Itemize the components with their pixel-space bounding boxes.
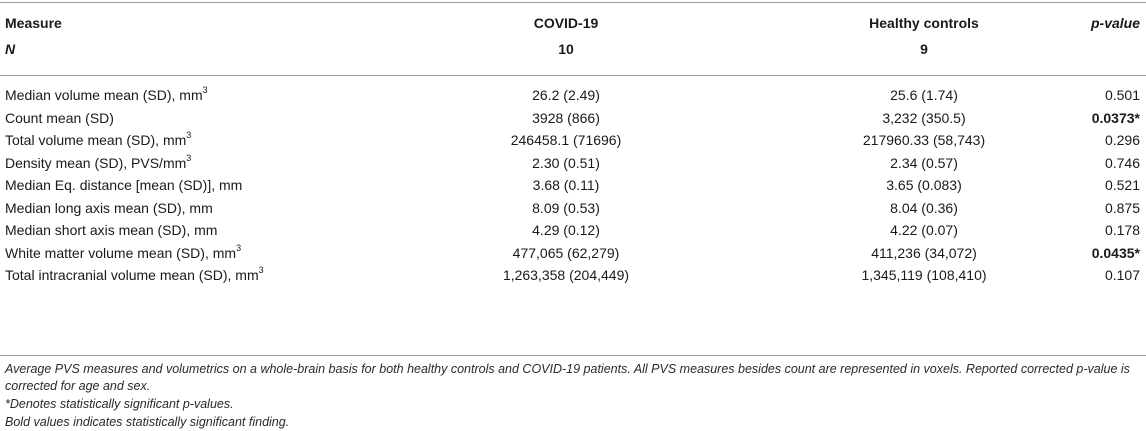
row-measure-unit-exponent: 3 [186,130,192,141]
header-controls: Healthy controls [869,15,979,31]
row-measure [5,266,264,284]
row-covid-value: 26.2 (2.49) [532,87,600,103]
row-measure-unit-exponent: 3 [186,153,192,164]
row-measure-text: Median short axis mean (SD), mm [5,222,218,238]
row-pvalue: 0.178 [1104,222,1140,238]
footnote-bold: Bold values indicates statistically significant finding. [5,415,290,429]
row-measure [5,131,191,149]
row-measure [5,154,191,172]
row-measure-text: Median volume mean (SD), mm [5,87,203,103]
row-measure-text: Total volume mean (SD), mm [5,132,187,148]
row-measure-text: Total intracranial volume mean (SD), mm [5,267,259,283]
row-measure-unit-exponent: 3 [202,85,208,96]
header-covid: COVID-19 [533,15,599,31]
row-covid-value: 246458.1 (71696) [510,132,622,148]
row-measure [5,176,242,194]
row-covid-value: 3928 (866) [532,110,600,126]
row-pvalue: 0.501 [1104,87,1140,103]
row-measure-text: Density mean (SD), PVS/mm [5,155,187,171]
row-measure-text: Median long axis mean (SD), mm [5,200,213,216]
row-covid-value: 4.29 (0.12) [532,222,600,238]
row-covid-value: 477,065 (62,279) [512,245,620,261]
table-top-rule [0,2,1146,3]
header-measure: Measure [5,15,62,31]
header-n-covid: 10 [558,41,574,57]
header-rule [0,75,1146,76]
row-covid-value: 2.30 (0.51) [532,155,600,171]
row-covid-value: 3.68 (0.11) [532,177,600,193]
row-pvalue: 0.746 [1104,155,1140,171]
row-measure-text: White matter volume mean (SD), mm [5,245,237,261]
row-controls-value: 3.65 (0.083) [886,177,962,193]
row-measure-text: Count mean (SD) [5,110,114,126]
row-pvalue: 0.0373* [1091,110,1140,126]
row-measure-unit-exponent: 3 [236,243,242,254]
header-n-label: N [5,41,16,57]
row-measure-unit-exponent: 3 [258,265,264,276]
row-measure-text: Median Eq. distance [mean (SD)], mm [5,177,243,193]
row-pvalue: 0.107 [1104,267,1140,283]
row-measure [5,199,213,217]
row-pvalue: 0.296 [1104,132,1140,148]
row-controls-value: 411,236 (34,072) [871,245,977,261]
row-controls-value: 8.04 (0.36) [890,200,958,216]
row-controls-value: 25.6 (1.74) [890,87,958,103]
row-pvalue: 0.0435* [1091,245,1140,261]
row-measure [5,109,114,127]
row-pvalue: 0.521 [1104,177,1140,193]
header-pvalue: p-value [1090,15,1140,31]
footnote-significance: *Denotes statistically significant p-values. [5,397,234,411]
row-controls-value: 4.22 (0.07) [890,222,958,238]
row-measure [5,221,217,239]
header-n-controls: 9 [920,41,928,57]
table-bottom-rule [0,355,1146,356]
row-covid-value: 1,263,358 (204,449) [502,267,630,283]
row-covid-value: 8.09 (0.53) [532,200,600,216]
row-controls-value: 2.34 (0.57) [890,155,958,171]
row-measure [5,244,241,262]
footnote-description: Average PVS measures and volumetrics on a whole-brain basis for both healthy controls and COVID-19 patients. All PVS measures besides count are represented in voxels. Reported corrected p-value is corrected for age and sex. [5,362,1130,393]
row-pvalue: 0.875 [1104,200,1140,216]
row-controls-value: 217960.33 (58,743) [862,132,986,148]
row-controls-value: 1,345,119 (108,410) [861,267,987,283]
row-measure [5,86,208,104]
row-controls-value: 3,232 (350.5) [882,110,966,126]
